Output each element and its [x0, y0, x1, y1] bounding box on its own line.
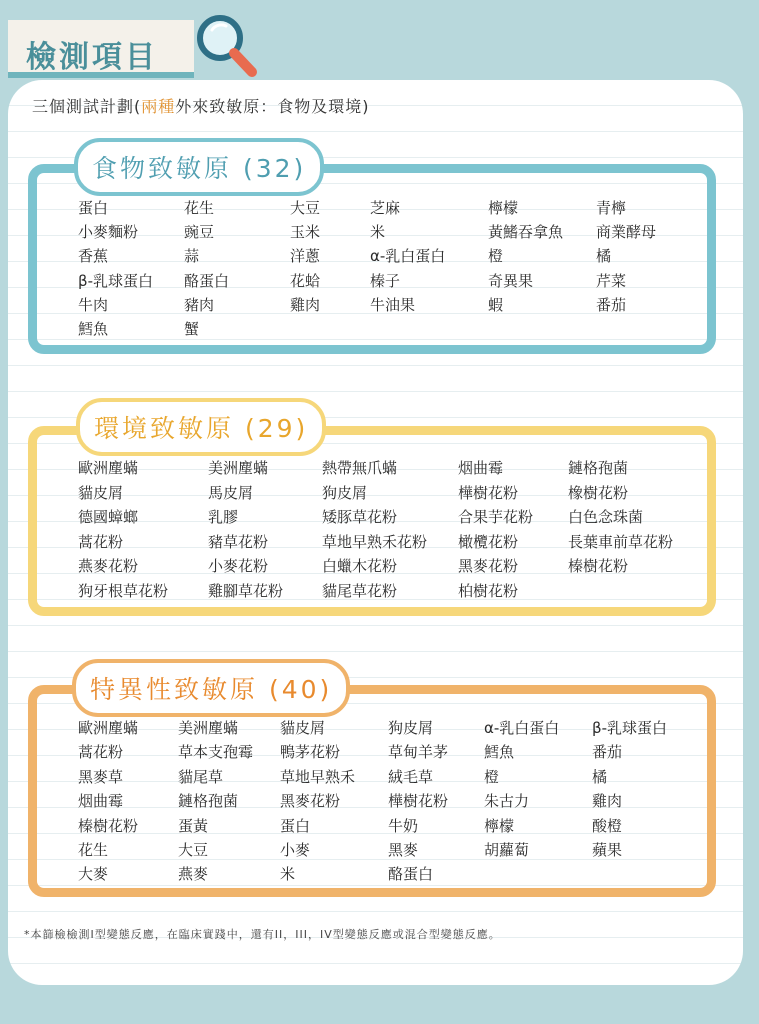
specific-allergen-item: 草地早熟禾	[280, 767, 356, 786]
specific-allergen-item: 燕麥	[178, 865, 209, 884]
subtitle	[32, 94, 370, 117]
specific-allergen-item: β-乳球蛋白	[592, 719, 667, 737]
specific-allergen-item: 朱古力	[484, 792, 530, 811]
env-allergen-item: 小麥花粉	[208, 557, 269, 576]
food-allergen-item: 青檸	[596, 199, 627, 217]
food-allergen-item: 牛肉	[78, 295, 109, 314]
env-allergen-item: 白蠟木花粉	[322, 557, 398, 576]
env-allergen-item: 貓尾草花粉	[322, 582, 398, 600]
specific-allergen-item: 橙	[484, 767, 500, 786]
specific-allergen-item: 鱈魚	[484, 743, 515, 762]
food-allergen-item: 花生	[184, 199, 215, 217]
food-allergen-item: 香蕉	[78, 247, 109, 266]
env-allergen-item: 乳膠	[208, 508, 239, 527]
food-allergen-item: 洋蔥	[290, 247, 321, 266]
specific-allergen-item: 大豆	[178, 841, 209, 859]
food-allergen-item: 檸檬	[488, 199, 519, 217]
specific-allergen-item: 蛋白	[280, 816, 311, 835]
specific-allergen-item: 番茄	[592, 743, 623, 762]
env-allergen-item: 矮豚草花粉	[322, 508, 398, 527]
env-allergen-item: 馬皮屑	[208, 483, 254, 502]
subtitle-prefix: 三個測試計劃(	[32, 97, 142, 116]
food-allergen-item: 橘	[596, 247, 612, 266]
specific-allergen-item: 大麥	[78, 865, 109, 884]
specific-allergen-item: 米	[280, 865, 296, 884]
title-tab	[8, 20, 194, 78]
specific-allergen-item: 美洲塵蟎	[178, 719, 239, 737]
specific-allergen-item: 黑麥草	[78, 767, 124, 786]
food-allergen-item: 芹菜	[596, 271, 627, 290]
env-allergen-item: 德國蟑螂	[78, 508, 139, 527]
specific-allergen-item: 蘋果	[592, 841, 623, 859]
food-allergen-item: 牛油果	[370, 295, 416, 314]
specific-allergen-item: 草本支孢霉	[178, 743, 254, 762]
specific-allergen-item: 酪蛋白	[388, 865, 434, 884]
specific-allergen-item: 雞肉	[592, 792, 623, 811]
env-allergen-item: 榛樹花粉	[568, 557, 629, 576]
food-allergen-item: 米	[370, 223, 386, 242]
food-allergen-item: 雞肉	[290, 295, 321, 314]
env-allergen-item: 燕麥花粉	[78, 557, 139, 576]
env-allergen-item: 雞腳草花粉	[208, 582, 284, 600]
specific-allergen-title	[72, 659, 350, 717]
food-allergen-item: 番茄	[596, 295, 627, 314]
specific-allergen-item: 黑麥	[388, 841, 419, 859]
page-title: 檢測項目	[26, 40, 158, 75]
specific-allergen-item: 樺樹花粉	[388, 792, 449, 811]
specific-allergen-item: 榛樹花粉	[78, 816, 139, 835]
subtitle-highlight: 兩種	[141, 97, 176, 116]
env-allergen-item: 狗皮屑	[322, 483, 368, 502]
specific-allergen-item: 烟曲霉	[78, 792, 124, 811]
specific-allergen-item: 狗皮屑	[388, 719, 434, 737]
food-allergen-item: 玉米	[290, 223, 321, 242]
food-allergen-title-text: 食物致敏原 (32)	[92, 154, 307, 183]
food-allergen-item: 奇異果	[488, 271, 534, 290]
food-allergen-item: 蒜	[184, 247, 200, 266]
environment-allergen-title-text: 環境致敏原 (29)	[94, 414, 309, 443]
food-allergen-item: 豌豆	[184, 223, 215, 242]
food-allergen-item: α-乳白蛋白	[370, 247, 446, 266]
specific-allergen-item: 絨毛草	[388, 767, 434, 786]
specific-allergen-item: 鴨茅花粉	[280, 743, 341, 762]
env-allergen-item: 長葉車前草花粉	[568, 532, 674, 551]
env-allergen-item: 柏樹花粉	[458, 582, 519, 600]
specific-allergen-item: 胡蘿蔔	[484, 841, 530, 859]
food-allergen-item: 酪蛋白	[184, 271, 230, 290]
env-allergen-item: 美洲塵蟎	[208, 459, 269, 477]
env-allergen-item: 豬草花粉	[208, 532, 269, 551]
specific-allergen-item: α-乳白蛋白	[484, 719, 560, 737]
specific-allergen-item: 檸檬	[484, 816, 515, 835]
env-allergen-item: 白色念珠菌	[568, 508, 644, 527]
specific-allergen-item: 黑麥花粉	[280, 792, 341, 811]
env-allergen-item: 鏈格孢菌	[568, 459, 629, 477]
env-allergen-item: 草地早熟禾花粉	[322, 532, 428, 551]
specific-allergen-item: 花生	[78, 841, 109, 859]
specific-allergen-item: 牛奶	[388, 816, 419, 835]
food-allergen-item: β-乳球蛋白	[78, 271, 153, 290]
specific-allergen-item: 橘	[592, 767, 608, 786]
environment-allergen-title	[76, 398, 326, 456]
specific-allergen-item: 草甸羊茅	[388, 743, 449, 762]
specific-allergen-item: 貓皮屑	[280, 719, 326, 737]
food-allergen-item: 黃鰭吞拿魚	[488, 223, 564, 242]
food-allergen-item: 大豆	[290, 199, 321, 217]
food-allergen-item: 蛋白	[78, 199, 109, 217]
specific-allergen-item: 蒿花粉	[78, 743, 124, 762]
specific-allergen-item: 蛋黃	[178, 816, 209, 835]
food-allergen-item: 蟹	[184, 320, 200, 338]
specific-allergen-item: 貓尾草	[178, 767, 224, 786]
footnote: *本篩檢檢測I型變態反應，在臨床實踐中，還有II，III，IV型變態反應或混合型變態反應。	[24, 928, 501, 941]
env-allergen-item: 合果芋花粉	[458, 508, 534, 527]
specific-allergen-item: 小麥	[280, 841, 311, 859]
env-allergen-item: 橡樹花粉	[568, 483, 629, 502]
env-allergen-item: 狗牙根草花粉	[78, 582, 169, 600]
magnifier-icon	[190, 10, 262, 82]
food-allergen-item: 橙	[488, 247, 504, 266]
specific-allergen-item: 酸橙	[592, 816, 623, 835]
env-allergen-item: 貓皮屑	[78, 483, 124, 502]
food-allergen-item: 小麥麵粉	[78, 223, 139, 242]
env-allergen-item: 烟曲霉	[458, 459, 504, 477]
food-allergen-item: 豬肉	[184, 295, 215, 314]
food-allergen-item: 鱈魚	[78, 320, 109, 338]
food-allergen-item: 花蛤	[290, 271, 321, 290]
env-allergen-item: 橄欖花粉	[458, 532, 519, 551]
specific-allergen-item: 鏈格孢菌	[178, 792, 239, 811]
specific-allergen-title-text: 特異性致敏原 (40)	[90, 675, 333, 704]
env-allergen-item: 樺樹花粉	[458, 483, 519, 502]
env-allergen-item: 熱帶無爪蟎	[322, 459, 398, 477]
env-allergen-item: 歐洲塵蟎	[78, 459, 139, 477]
food-allergen-item: 芝麻	[370, 199, 401, 217]
food-allergen-item: 榛子	[370, 271, 401, 290]
env-allergen-item: 蒿花粉	[78, 532, 124, 551]
food-allergen-title	[74, 138, 324, 196]
subtitle-suffix: 外來致敏原：食物及環境)	[175, 97, 370, 116]
env-allergen-item: 黑麥花粉	[458, 557, 519, 576]
food-allergen-item: 蝦	[488, 295, 504, 314]
food-allergen-item: 商業酵母	[596, 223, 657, 242]
specific-allergen-item: 歐洲塵蟎	[78, 719, 139, 737]
